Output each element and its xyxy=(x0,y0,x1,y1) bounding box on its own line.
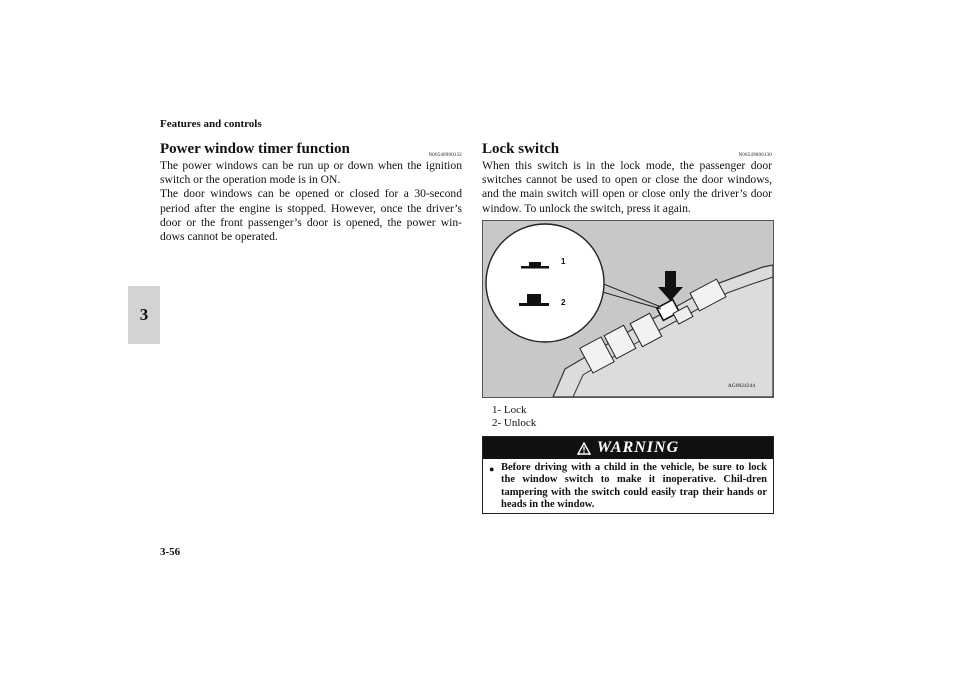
figure-code: AG0024244 xyxy=(727,383,755,389)
section-title-lock-switch: Lock switch xyxy=(482,141,560,157)
lock-switch-body: When this switch is in the lock mode, the passenger door switches cannot be used to open or close the door windows, and the main switch will open or close only the driver’s door window. To unlock the switch, press it again. xyxy=(482,159,772,215)
lock-switch-illustration xyxy=(482,220,774,398)
door-switch-panel-drawing xyxy=(483,221,773,397)
section-title-power-window: Power window timer function xyxy=(160,141,350,157)
warning-triangle-icon xyxy=(577,442,591,455)
detail-circle xyxy=(486,224,604,342)
running-header: Features and controls xyxy=(160,118,262,130)
paragraph: The power windows can be run up or down when the ignition switch or the operation mode is in ON. xyxy=(160,159,462,187)
warning-title: WARNING xyxy=(596,439,680,456)
warning-box xyxy=(482,436,774,514)
figure-legend xyxy=(492,404,536,430)
warning-body xyxy=(483,459,773,512)
legend-item-unlock: 2- Unlock xyxy=(492,417,537,429)
callout-2: 2 xyxy=(561,298,566,307)
power-window-body xyxy=(160,159,462,244)
right-column xyxy=(482,138,772,216)
bullet-icon: ● xyxy=(489,464,495,474)
warning-text: Before driving with a child in the vehicle, be sure to lock the window switch to make it inoperative. Chil-dren tampering with the switch could easily trap their hands or heads in the window. xyxy=(501,462,767,511)
chapter-tab: 3 xyxy=(128,286,160,344)
warning-header xyxy=(483,437,773,459)
left-column xyxy=(160,138,462,244)
paragraph: The door windows can be opened or closed for a 30-second period after the engine is stopped. However, once the driver’s door or the front passenger’s door is opened, the power win-dows cannot be operated. xyxy=(160,187,462,244)
down-arrow-icon xyxy=(658,271,683,301)
callout-1: 1 xyxy=(561,257,566,266)
page-number: 3-56 xyxy=(160,546,181,558)
section-code-lock-switch: N00549000130 xyxy=(738,153,772,158)
section-code-power-window: N00548900132 xyxy=(428,153,462,158)
legend-item-lock: 1- Lock xyxy=(492,404,527,416)
